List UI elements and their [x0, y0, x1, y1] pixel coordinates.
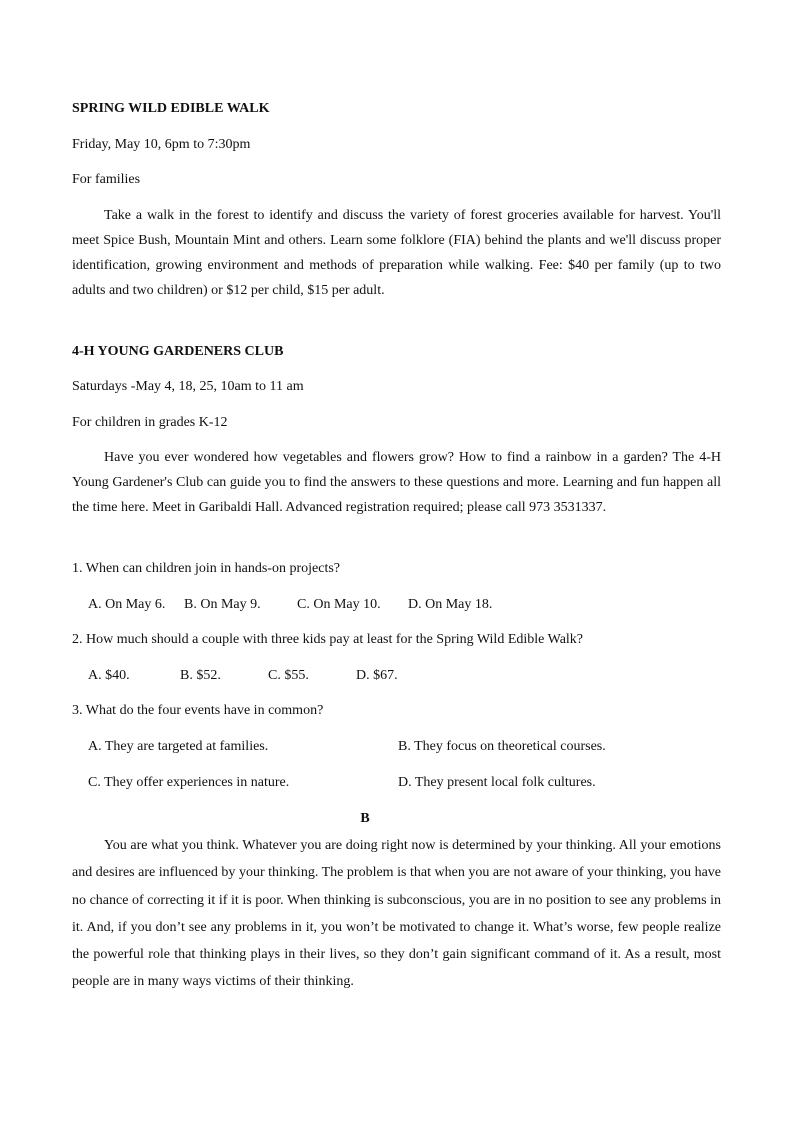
section-b-paragraph: You are what you think. Whatever you are doing right now is determined by your thinking. All your emotions and desires are influenced by your thinking. The problem is that when you are not aware of your thinking, you have no chance of correcting it if it is poor. When thinking is subconscious, you are in no position to see any problems in it. And, if you don’t see any problems in it, you won’t be motivated to change it. What’s worse, few people realize the powerful role that thinking plays in their lives, so they don’t gain significant command of it. As a result, most people are in many ways victims of their thinking. — [72, 838, 721, 990]
event2-title: 4-H YOUNG GARDENERS CLUB — [72, 344, 284, 359]
event1-audience: For families — [72, 172, 141, 187]
question-3-option-d[interactable]: D. They present local folk cultures. — [398, 775, 596, 790]
event1-title: SPRING WILD EDIBLE WALK — [72, 101, 270, 116]
event1-time: Friday, May 10, 6pm to 7:30pm — [72, 137, 251, 152]
question-2-stem: 2. How much should a couple with three kids pay at least for the Spring Wild Edible Walk? — [72, 632, 584, 647]
event1-description: Take a walk in the forest to identify and discuss the variety of forest groceries available for harvest. You'll meet Spice Bush, Mountain Mint and others. Learn some folklore (FIA) behind the plants and we'll discuss proper identification, growing environment and methods of preparation while walking. Fee: $40 per family (up to two adults and two children) or $12 per child, $15 per adult. — [72, 208, 721, 298]
question-1-stem: 1. When can children join in hands-on projects? — [72, 561, 340, 576]
question-2-option-b[interactable]: B. $52. — [180, 668, 221, 683]
event2-description: Have you ever wondered how vegetables and flowers grow? How to find a rainbow in a garden? The 4-H Young Gardener's Club can guide you to find the answers to these questions and more. Learning and fun happen all the time here. Meet in Garibaldi Hall. Advanced registration required; please call 973 3531337. — [72, 450, 721, 515]
question-3-option-b[interactable]: B. They focus on theoretical courses. — [398, 739, 606, 754]
question-1-option-c[interactable]: C. On May 10. — [297, 597, 381, 612]
question-2-option-d[interactable]: D. $67. — [356, 668, 398, 683]
question-3-option-c[interactable]: C. They offer experiences in nature. — [88, 775, 290, 790]
question-1-option-b[interactable]: B. On May 9. — [184, 597, 261, 612]
question-3-option-a[interactable]: A. They are targeted at families. — [88, 739, 269, 754]
event2-audience: For children in grades K-12 — [72, 415, 228, 430]
question-2-option-a[interactable]: A. $40. — [88, 668, 130, 683]
question-1-option-a[interactable]: A. On May 6. — [88, 597, 166, 612]
section-b-label: B — [360, 811, 370, 826]
question-1-option-d[interactable]: D. On May 18. — [408, 597, 493, 612]
question-3-stem: 3. What do the four events have in common? — [72, 703, 324, 718]
question-2-option-c[interactable]: C. $55. — [268, 668, 309, 683]
event2-time: Saturdays -May 4, 18, 25, 10am to 11 am — [72, 379, 304, 394]
